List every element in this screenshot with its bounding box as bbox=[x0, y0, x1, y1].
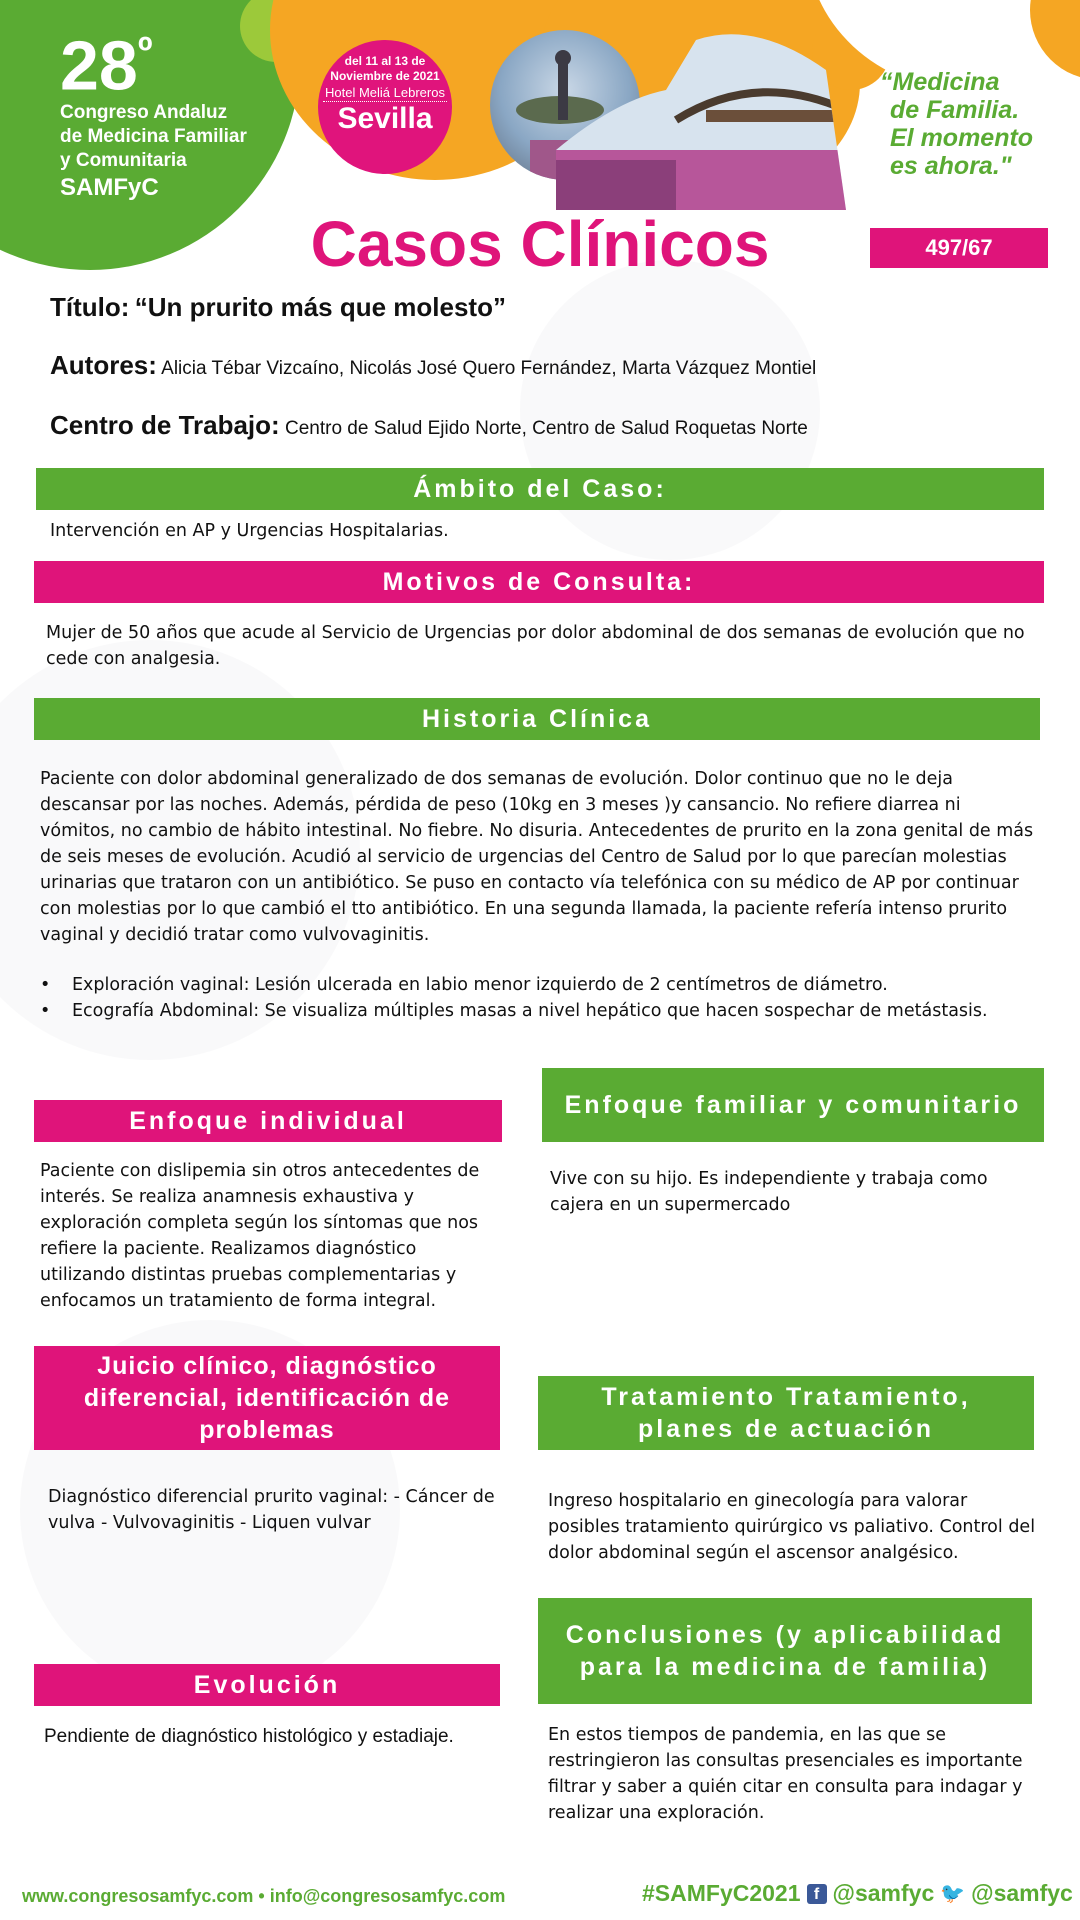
authors-row bbox=[50, 350, 816, 381]
motivos-heading: Motivos de Consulta: bbox=[34, 561, 1044, 603]
congress-line3: y Comunitaria bbox=[60, 150, 187, 172]
titulo-label: Título: bbox=[50, 292, 130, 322]
date-line1: del 11 al 13 de bbox=[344, 54, 426, 68]
congress-line2: de Medicina Familiar bbox=[60, 126, 247, 148]
bridge-photo bbox=[556, 30, 846, 210]
familiar-heading: Enfoque familiar y comunitario bbox=[542, 1068, 1044, 1142]
footer-links[interactable]: www.congresosamfyc.com • info@congresosamfyc.com bbox=[22, 1886, 506, 1906]
juicio-heading: Juicio clínico, diagnóstico diferencial, identificación de problemas bbox=[34, 1346, 500, 1450]
bridge-icon bbox=[556, 30, 846, 210]
motivos-text: Mujer de 50 años que acude al Servicio de Urgencias por dolor abdominal de dos semanas de evolución que no cede con analgesia. bbox=[46, 623, 1025, 669]
congress-line1: Congreso Andaluz bbox=[60, 102, 228, 124]
case-title-row bbox=[50, 292, 506, 323]
autores-value: Alicia Tébar Vizcaíno, Nicolás José Quero Fernández, Marta Vázquez Montiel bbox=[161, 358, 817, 379]
facebook-handle[interactable]: @samfyc bbox=[832, 1880, 935, 1906]
evolucion-text: Pendiente de diagnóstico histológico y estadiaje. bbox=[44, 1726, 454, 1747]
ambito-heading: Ámbito del Caso: bbox=[36, 468, 1044, 510]
tratamiento-text: Ingreso hospitalario en ginecología para valorar posibles tratamiento quirúrgico vs paliativo. Control del dolor abdominal según el ascensor analgésico. bbox=[548, 1491, 1036, 1563]
facebook-icon: f bbox=[807, 1884, 827, 1904]
congress-number: 28 bbox=[60, 26, 138, 105]
hashtag: #SAMFyC2021 bbox=[642, 1880, 801, 1906]
autores-label: Autores: bbox=[50, 350, 157, 380]
quote-line4: es ahora." bbox=[890, 152, 1012, 180]
ambito-text: Intervención en AP y Urgencias Hospitalarias. bbox=[50, 521, 449, 541]
page-title: Casos Clínicos bbox=[310, 208, 770, 280]
twitter-icon: 🐦 bbox=[940, 1883, 966, 1905]
titulo-value: “Un prurito más que molesto” bbox=[134, 292, 506, 322]
workplace-row bbox=[50, 410, 808, 441]
conclusiones-text: En estos tiempos de pandemia, en las que se restringieron las consultas presenciales es importante filtrar y saber a quién citar en consulta para indagar y realizar una exploración. bbox=[548, 1725, 1023, 1823]
congress-org: SAMFyC bbox=[60, 174, 159, 202]
list-item: • Ecografía Abdominal: Se visualiza múltiples masas a nivel hepático que hacen sospechar de metástasis. bbox=[40, 998, 1040, 1024]
conclusiones-heading: Conclusiones (y aplicabilidad para la medicina de familia) bbox=[538, 1598, 1032, 1704]
venue-text: Hotel Meliá Lebreros bbox=[325, 85, 445, 100]
quote-line2: de Familia. bbox=[890, 96, 1020, 124]
city-text: Sevilla bbox=[337, 102, 433, 135]
footer-social bbox=[642, 1880, 1073, 1907]
date-line2: Noviembre de 2021 bbox=[330, 69, 440, 83]
twitter-handle[interactable]: @samfyc bbox=[971, 1880, 1073, 1906]
slogan-quote bbox=[880, 68, 1033, 180]
quote-line1: “Medicina bbox=[880, 68, 1000, 96]
centro-label: Centro de Trabajo: bbox=[50, 410, 280, 440]
individual-heading: Enfoque individual bbox=[34, 1100, 502, 1142]
evolucion-heading: Evolución bbox=[34, 1664, 500, 1706]
juicio-text: Diagnóstico diferencial prurito vaginal: - Cáncer de vulva - Vulvovaginitis - Liquen vulvar bbox=[48, 1487, 495, 1533]
tratamiento-heading: Tratamiento Tratamiento, planes de actuación bbox=[538, 1376, 1034, 1450]
congress-logo bbox=[60, 16, 247, 203]
historia-heading: Historia Clínica bbox=[34, 698, 1040, 740]
quote-line3: El momento bbox=[890, 124, 1034, 152]
historia-text: Paciente con dolor abdominal generalizado de dos semanas de evolución. Dolor continuo que no le deja descansar por las noches. Además, pérdida de peso (10kg en 3 meses )y cansancio. No refiere diarrea ni vómitos, no cambio de hábito intestinal. No fiebre. No disuria. Antecedentes de prurito en la zona genital de más de seis meses de evolución. Acudió al servicio de urgencias del Centro de Salud por lo que parecían molestias urinarias que trataron con un antibiótico. Se puso en contacto vía telefónica con su médico de AP por continuar con molestias por lo que cambió el tto antibiótico. En una segunda llamada, la paciente refería intenso prurito vaginal y decidió tratar como vulvovaginitis. bbox=[40, 769, 1034, 945]
individual-text: Paciente con dislipemia sin otros antecedentes de interés. Se realiza anamnesis exhaustiva y exploración completa según los síntomas que nos refiere la paciente. Realizamos diagnóstico utilizando distintas pruebas complementarias y enfocamos un tratamiento de forma integral. bbox=[40, 1161, 480, 1311]
list-item: • Exploración vaginal: Lesión ulcerada en labio menor izquierdo de 2 centímetros de diámetro. bbox=[40, 972, 1040, 998]
congress-number-sup: º bbox=[137, 30, 153, 74]
centro-value: Centro de Salud Ejido Norte, Centro de Salud Roquetas Norte bbox=[284, 418, 808, 439]
case-code-badge: 497/67 bbox=[870, 228, 1048, 268]
familiar-text: Vive con su hijo. Es independiente y trabaja como cajera en un supermercado bbox=[550, 1169, 988, 1215]
date-venue-badge bbox=[318, 40, 452, 174]
historia-bullets bbox=[40, 972, 1040, 1024]
